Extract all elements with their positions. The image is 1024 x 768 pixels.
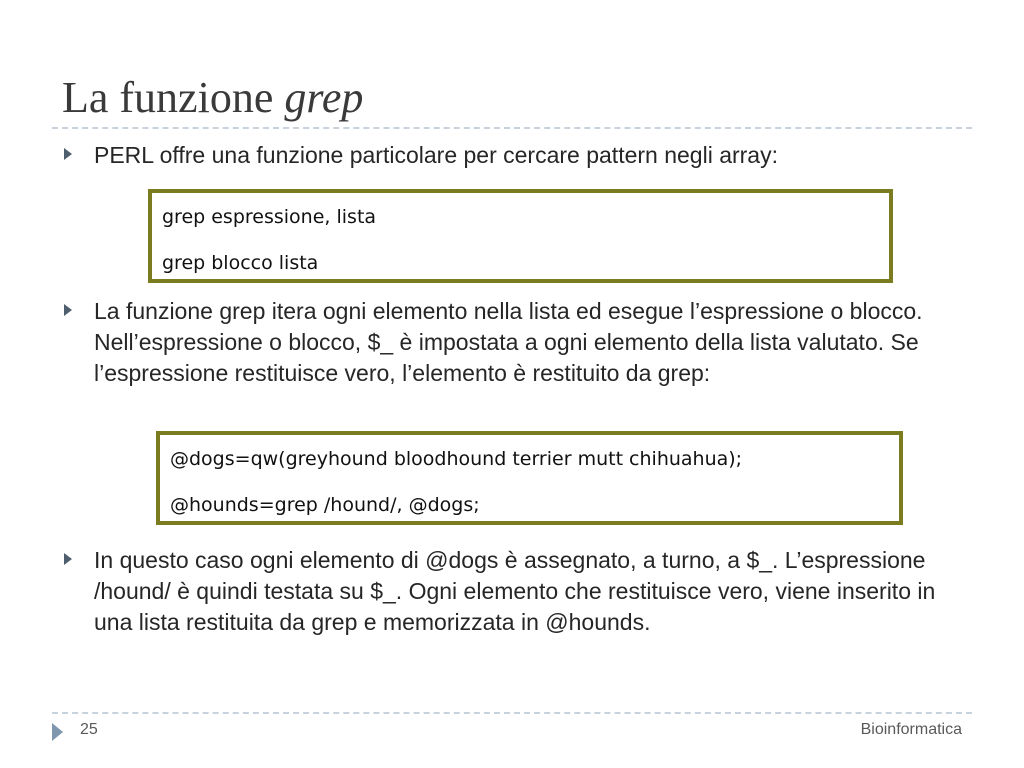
example-code-box xyxy=(156,431,903,525)
footer-triangle-icon xyxy=(52,723,63,741)
bullet-2: La funzione grep itera ogni elemento nella lista ed esegue l’espressione o blocco. Nell’espressione o blocco, $_ è impostata a ogni elemento della lista valutato. Se l’espressione restituisce vero, l’elemento è restituito da grep: xyxy=(94,298,923,386)
bullet-1: PERL offre una funzione particolare per cercare pattern negli array: xyxy=(94,142,778,168)
slide-title xyxy=(62,72,363,124)
footer-divider xyxy=(52,712,972,714)
title-divider xyxy=(52,127,972,129)
bullet-3: In questo caso ogni elemento di @dogs è assegnato, a turno, a $_. L’espressione /hound/ è quindi testata su $_. Ogni elemento che restituisce vero, viene inserito in una lista restituita da grep e memorizzata in @hounds. xyxy=(94,547,936,635)
title-italic-text: grep xyxy=(284,73,364,122)
syntax-code-box xyxy=(148,189,893,283)
code-line: grep espressione, lista xyxy=(162,206,377,228)
bullet-triangle-icon xyxy=(64,553,72,565)
bullet-triangle-icon xyxy=(64,148,72,160)
code-line: @hounds=grep /hound/, @dogs; xyxy=(170,494,480,516)
code-line: @dogs=qw(greyhound bloodhound terrier mutt chihuahua); xyxy=(170,448,743,470)
page-number: 25 xyxy=(80,721,98,738)
title-text: La funzione xyxy=(62,73,285,122)
footer-course-title: Bioinformatica xyxy=(860,721,962,738)
code-line: grep blocco lista xyxy=(162,252,319,274)
bullet-triangle-icon xyxy=(64,304,72,316)
